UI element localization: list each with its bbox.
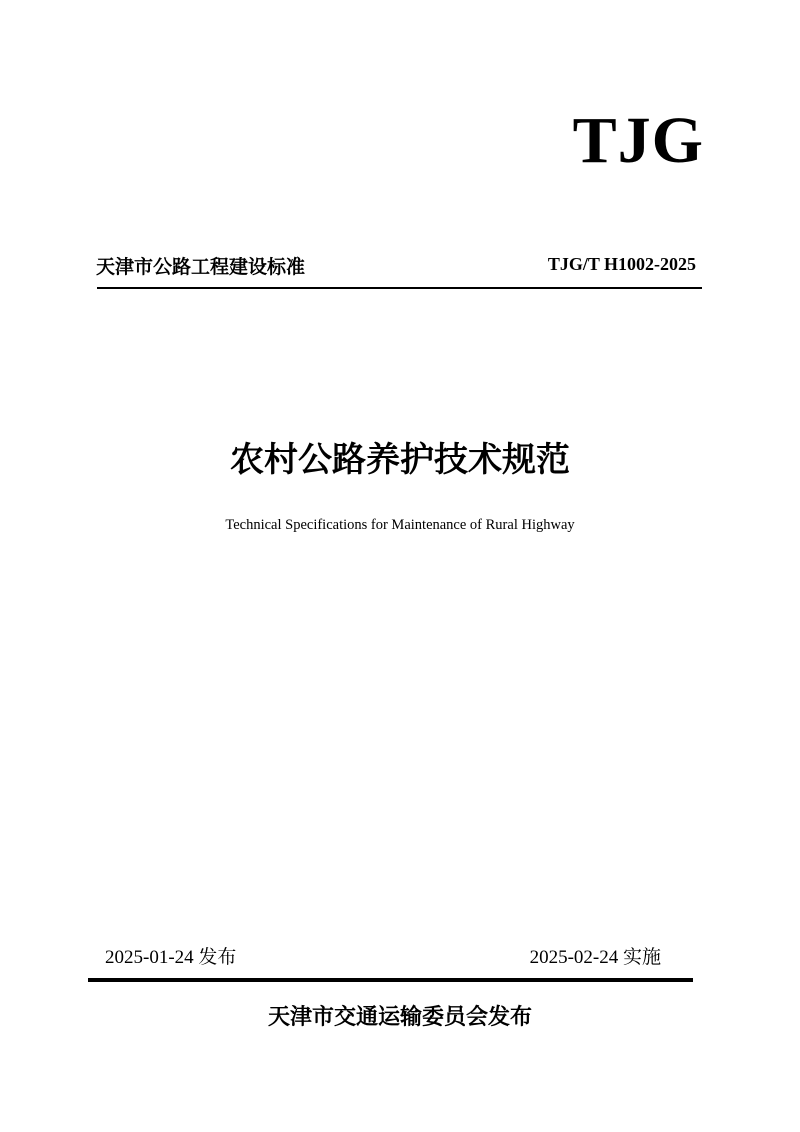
footer-divider bbox=[88, 978, 693, 982]
standard-logo: TJG bbox=[572, 104, 704, 177]
effective-date: 2025-02-24 实施 bbox=[529, 947, 661, 968]
standard-code: TJG/T H1002-2025 bbox=[547, 254, 696, 274]
document-title: 农村公路养护技术规范 bbox=[230, 440, 570, 480]
standard-series: 天津市公路工程建设标准 bbox=[96, 256, 306, 278]
document-subtitle: Technical Specifications for Maintenance of Rural Highway bbox=[225, 517, 575, 533]
publisher: 天津市交通运输委员会发布 bbox=[267, 1004, 532, 1030]
header-divider bbox=[97, 287, 702, 289]
issue-date: 2025-01-24 发布 bbox=[105, 947, 237, 968]
